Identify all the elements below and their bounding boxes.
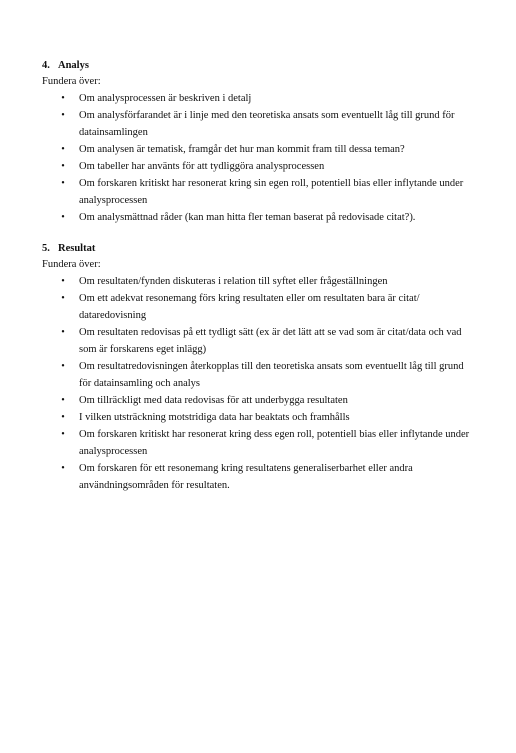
list-item	[42, 409, 472, 426]
list-item-text: I vilken utsträckning motstridiga data har beaktats och framhålls	[79, 412, 350, 423]
list-item-text: Om tabeller har använts för att tydliggöra analysprocessen	[79, 161, 325, 172]
list-item	[42, 209, 472, 226]
list-item	[42, 273, 472, 290]
bullet-icon: •	[61, 429, 65, 440]
bullet-icon: •	[61, 212, 65, 223]
section-intro: Fundera över:	[42, 76, 101, 87]
list-item-text: Om analysmättnad råder (kan man hitta fler teman baserat på redovisade citat?).	[79, 212, 416, 223]
list-item-text: Om analysförfarandet är i linje med den teoretiska ansats som eventuellt låg till grund för datainsamlingen	[79, 110, 455, 138]
list-item	[42, 107, 472, 141]
list-item-text: Om resultaten redovisas på ett tydligt sätt (ex är det lätt att se vad som är citat/data och vad som är forskarens eget inlägg)	[79, 327, 462, 355]
list-item-text: Om resultatredovisningen återkopplas till den teoretiska ansats som eventuellt låg till grund för datainsamling och analys	[79, 361, 464, 389]
list-item-text: Om forskaren kritiskt har resonerat kring sin egen roll, potentiell bias eller inflytande under analysprocessen	[79, 178, 464, 206]
list-item	[42, 90, 472, 107]
list-item-text: Om ett adekvat resonemang förs kring resultaten eller om resultaten bara är citat/ dataredovisning	[79, 293, 420, 321]
list-item	[42, 392, 472, 409]
list-item	[42, 426, 472, 460]
section-heading	[42, 58, 472, 74]
bullet-icon: •	[61, 144, 65, 155]
list-item	[42, 460, 472, 494]
section-heading	[42, 241, 472, 257]
bullet-icon: •	[61, 110, 65, 121]
list-item-text: Om resultaten/fynden diskuteras i relation till syftet eller frågeställningen	[79, 276, 388, 287]
list-item-text: Om forskaren kritiskt har resonerat kring dess egen roll, potentiell bias eller inflytande under analysprocessen	[79, 429, 470, 457]
list-item	[42, 158, 472, 175]
list-item-text: Om tillräckligt med data redovisas för att underbygga resultaten	[79, 395, 348, 406]
section-title: Analys	[58, 60, 89, 71]
bullet-icon: •	[61, 463, 65, 474]
list-item	[42, 175, 472, 209]
bullet-icon: •	[61, 361, 65, 372]
section-number: 4.	[42, 60, 50, 71]
bullet-icon: •	[61, 412, 65, 423]
bullet-icon: •	[61, 178, 65, 189]
bullet-list	[42, 90, 472, 226]
bullet-icon: •	[61, 327, 65, 338]
list-item	[42, 324, 472, 358]
section-resultat	[42, 241, 472, 494]
section-intro: Fundera över:	[42, 259, 101, 270]
section-title: Resultat	[58, 243, 96, 254]
list-item	[42, 141, 472, 158]
bullet-icon: •	[61, 395, 65, 406]
bullet-icon: •	[61, 93, 65, 104]
bullet-list	[42, 273, 472, 494]
bullet-icon: •	[61, 161, 65, 172]
list-item	[42, 358, 472, 392]
section-number: 5.	[42, 243, 50, 254]
list-item-text: Om analysprocessen är beskriven i detalj	[79, 93, 252, 104]
list-item-text: Om analysen är tematisk, framgår det hur man kommit fram till dessa teman?	[79, 144, 405, 155]
list-item	[42, 290, 472, 324]
bullet-icon: •	[61, 293, 65, 304]
list-item-text: Om forskaren för ett resonemang kring resultatens generaliserbarhet eller andra användningsområden för resultaten.	[79, 463, 413, 491]
bullet-icon: •	[61, 276, 65, 287]
section-analys	[42, 58, 472, 226]
